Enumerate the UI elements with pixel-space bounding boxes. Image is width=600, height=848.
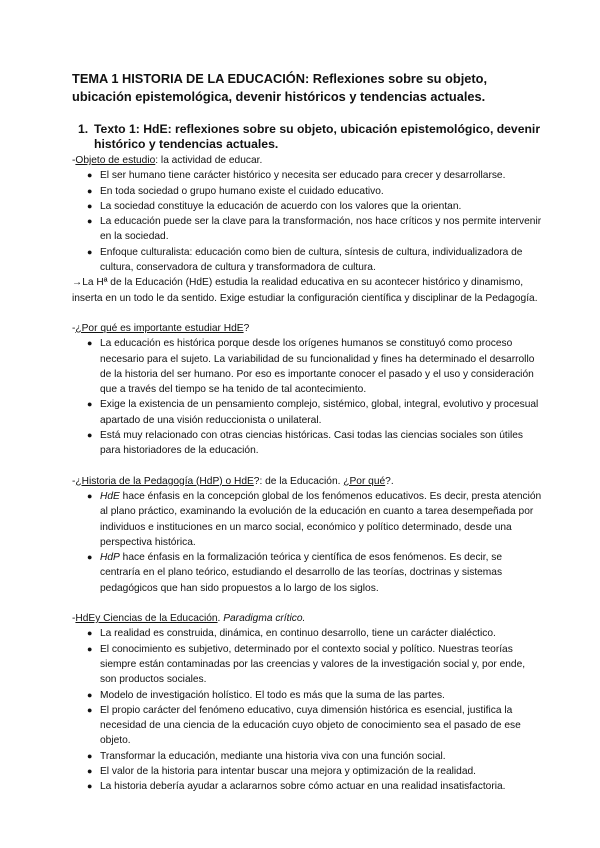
section-ciencias	[72, 611, 544, 795]
section-objeto	[72, 153, 544, 306]
objeto-label: Objeto de estudio	[75, 155, 156, 166]
list-item-text: La educación es histórica porque desde los orígenes humanos se constituyó como proceso necesario para el sujeto. La variabilidad de su funcionalidad y fines ha determinado el desarrollo de la historia del ser humano. Por eso es importante conocer el pasado y el uso y consideración que a través del tiempo se ha tenido de tal acontecimiento.	[100, 338, 535, 396]
section-porque	[72, 321, 544, 459]
list-item	[72, 779, 544, 794]
ciencias-italic: Paradigma crítico.	[223, 613, 306, 625]
bullet-icon: ●	[87, 765, 93, 776]
list-item-text: El ser humano tiene carácter histórico y necesita ser educado para crecer y desarrollarse.	[100, 170, 506, 182]
porque-rest: ?	[243, 322, 250, 334]
section-historia	[72, 474, 544, 596]
list-item-text: El valor de la historia para intentar buscar una mejora y optimización de la realidad.	[100, 765, 477, 777]
historia-label2: ¿Por qué	[343, 475, 386, 487]
bullet-icon: ●	[87, 490, 93, 501]
list-item	[72, 199, 544, 214]
porque-list	[72, 336, 544, 458]
list-item	[72, 245, 544, 276]
bullet-icon: ●	[87, 216, 93, 227]
term-hdp: HdP	[100, 552, 120, 564]
list-item	[72, 336, 544, 397]
objeto-rest: : la actividad de educar.	[155, 155, 263, 166]
porque-label: ¿Por qué es importante estudiar HdE	[75, 322, 244, 334]
document-title: TEMA 1 HISTORIA DE LA EDUCACIÓN: Reflexiones sobre su objeto, ubicación epistemológica, devenir históricos y tendencias actuales.	[72, 71, 487, 104]
list-item-text: Exige la existencia de un pensamiento complejo, sistémico, global, integral, evolutivo y procesual apartado de una visión reduccionista o unilateral.	[100, 399, 539, 426]
historia-rest: ?.	[385, 475, 394, 487]
objeto-heading	[72, 153, 544, 168]
objeto-conclusion: →La Hª de la Educación (HdE) estudia la realidad educativa en su acontecer histórico y dinamismo, inserta en un todo le da sentido. Exige estudiar la configuración científica y disciplinar de la Pedagogía.	[72, 277, 538, 304]
bullet-icon: ●	[87, 552, 93, 563]
list-item	[72, 688, 544, 703]
list-item-text: Enfoque culturalista: educación como bien de cultura, síntesis de cultura, individualizadora de cultura, conservadora de cultura y transformadora de cultura.	[100, 246, 523, 274]
section-number: 1.	[78, 122, 89, 136]
list-item-text: Transformar la educación, mediante una historia viva con una función social.	[100, 750, 446, 762]
spacer	[72, 459, 544, 474]
ciencias-heading	[72, 611, 544, 626]
spacer	[72, 596, 544, 611]
list-item	[72, 168, 544, 183]
list-item-text: hace énfasis en la formalización teórica y científica de esos fenómenos. Es decir, se centraría en el plano teórico, estudiando el desarrollo de las teorías, doctrinas y sistemas pedagógicos que han sido propuestos a lo largo de los siglos.	[100, 552, 503, 594]
ciencias-list	[72, 626, 544, 794]
section-heading	[72, 122, 544, 152]
bullet-icon: ●	[87, 338, 93, 349]
spacer	[72, 306, 544, 321]
list-item-text: La historia debería ayudar a aclararnos sobre cómo actuar en una realidad insatisfactoria.	[100, 781, 506, 793]
bullet-icon: ●	[87, 750, 93, 761]
list-item-text: La educación puede ser la clave para la transformación, nos hace críticos y nos permite intervenir en la sociedad.	[100, 216, 542, 243]
list-item-text: La realidad es construida, dinámica, en continuo desarrollo, tiene un carácter dialéctico.	[100, 628, 496, 640]
list-item	[72, 397, 544, 428]
historia-heading	[72, 474, 544, 489]
list-item-text: hace énfasis en la concepción global de los fenómenos educativos. Es decir, presta atención al plano práctico, examinando la evolución de la educación en cuanto a tarea desempeñada por individuos e instituciones en un marco social, económico y político determinado, desde una perspectiva histórica.	[100, 490, 542, 548]
historia-list	[72, 489, 544, 596]
list-item-text: El conocimiento es subjetivo, determinado por el contexto social y político. Nuestras teorías siempre están contaminadas por las creencias y valores de la investigación social y, por ende, son productos sociales.	[100, 643, 526, 686]
list-item-text: En toda sociedad o grupo humano existe el cuidado educativo.	[100, 185, 384, 197]
bullet-icon: ●	[87, 781, 93, 792]
list-item	[72, 489, 544, 550]
dash: -	[72, 613, 76, 625]
bullet-icon: ●	[87, 170, 93, 181]
list-item	[72, 214, 544, 245]
historia-label: ¿Historia de la Pedagogía (HdP) o HdE	[75, 475, 254, 487]
list-item	[72, 428, 544, 459]
bullet-icon: ●	[87, 399, 93, 410]
dash: -	[72, 475, 76, 487]
bullet-icon: ●	[87, 628, 93, 639]
list-item	[72, 749, 544, 764]
bullet-icon: ●	[87, 430, 93, 441]
list-item-text: La sociedad constituye la educación de acuerdo con los valores que la orientan.	[100, 200, 462, 212]
bullet-icon: ●	[87, 643, 93, 654]
list-item	[72, 184, 544, 199]
bullet-icon: ●	[87, 185, 93, 196]
objeto-list	[72, 168, 544, 275]
historia-mid: ?: de la Educación.	[253, 475, 344, 487]
list-item	[72, 764, 544, 779]
list-item-text: Modelo de investigación holístico. El todo es más que la suma de las partes.	[100, 689, 445, 701]
list-item	[72, 550, 544, 596]
dash: -	[72, 322, 76, 334]
term-hde: HdE	[100, 490, 120, 502]
porque-heading	[72, 321, 544, 336]
list-item-text: Está muy relacionado con otras ciencias históricas. Casi todas las ciencias sociales son útiles para historiadores de la educación.	[100, 430, 523, 457]
bullet-icon: ●	[87, 704, 93, 715]
ciencias-mid: .	[217, 613, 224, 625]
bullet-icon: ●	[87, 689, 93, 700]
section-heading-text: Texto 1: HdE: reflexiones sobre su objeto, ubicación epistemológico, devenir histórico y tendencias actuales.	[94, 122, 541, 151]
bullet-icon: ●	[87, 200, 93, 211]
dash: -	[72, 155, 76, 166]
list-item	[72, 703, 544, 749]
list-item	[72, 642, 544, 688]
ciencias-label: HdEy Ciencias de la Educación	[75, 613, 218, 625]
bullet-icon: ●	[87, 246, 93, 257]
list-item-text: El propio carácter del fenómeno educativo, cuya dimensión histórica es esencial, justifica la necesidad de una ciencia de la educación cuyo objeto de conocimiento sea el pasado de ese objeto.	[100, 704, 521, 747]
list-item	[72, 626, 544, 641]
